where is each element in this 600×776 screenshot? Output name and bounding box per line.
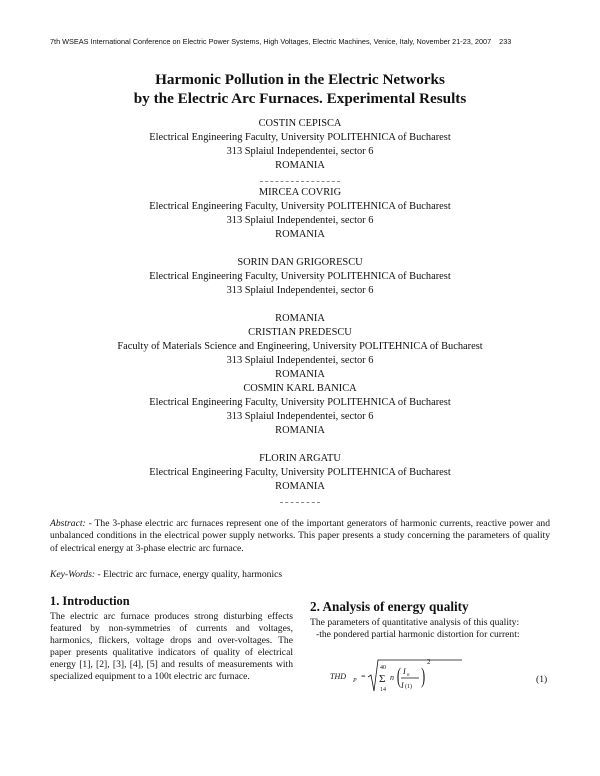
abstract-text: - The 3-phase electric arc furnaces represent one of the important generators of harmonic currents, reactive power and unbalanced conditions in the electrical power supply networks. This paper presents a study concerning the parameters of quality of electrical energy at 3-phase electric arc furnace. (50, 518, 550, 554)
author-country: ROMANIA (275, 425, 325, 436)
spacer (0, 438, 600, 452)
sum-symbol: Σ (379, 673, 386, 685)
spacer (0, 242, 600, 256)
formula-lhs: THD (330, 672, 347, 681)
formula-numerator-sub: n (407, 673, 410, 678)
left-column (50, 594, 293, 682)
equation-number: (1) (536, 674, 548, 685)
author-name: CRISTIAN PREDESCU (248, 327, 352, 338)
left-paren: ( (396, 663, 401, 688)
author-affiliation: Electrical Engineering Faculty, University POLITEHNICA of Bucharest (149, 201, 451, 212)
author-separator (260, 181, 340, 182)
running-header (50, 37, 570, 46)
formula-lhs-sub: P (353, 678, 357, 684)
section-heading-introduction: 1. Introduction (50, 594, 130, 608)
author-affiliation: Faculty of Materials Science and Engineering, University POLITEHNICA of Bucharest (117, 341, 483, 352)
author-block (0, 117, 600, 505)
author-affiliation: Electrical Engineering Faculty, University POLITEHNICA of Bucharest (149, 132, 451, 143)
section-heading-energy-quality: 2. Analysis of energy quality (310, 599, 469, 614)
sum-upper-limit: 40 (380, 665, 386, 671)
author-address: 313 Splaiul Independentei, sector 6 (226, 285, 374, 296)
thd-formula (310, 657, 550, 697)
keywords-label: Key-Words: (50, 569, 96, 580)
author-address: 313 Splaiul Independentei, sector 6 (226, 215, 374, 226)
abstract (50, 518, 550, 555)
sum-lower-limit: 14 (380, 687, 386, 693)
formula-denominator: I (401, 681, 404, 690)
energy-quality-line-2: -the pondered partial harmonic distortion for current: (316, 628, 520, 640)
formula-power: 2 (427, 658, 431, 666)
introduction-paragraph: The electric arc furnace produces strong disturbing effects featured by non-symmetries of currents and voltages, harmonics, flickers, voltage drops and over-voltages. The paper presents qualitative indicators of quality of electrical energy [1], [2], [3], [4], [5] and results of measurements with specialized equipment to a 100t electric arc furnace. (50, 611, 293, 682)
page-number: 233 (499, 37, 512, 46)
author-name: MIRCEA COVRIG (258, 187, 342, 198)
author-name: FLORIN ARGATU (259, 453, 341, 464)
title-line-2: by the Electric Arc Furnaces. Experimental Results (133, 90, 467, 107)
formula-numerator: I (403, 667, 406, 676)
author-name: COSTIN CEPISCA (258, 118, 342, 129)
right-column (310, 598, 550, 641)
author-country: ROMANIA (275, 160, 325, 171)
formula-denominator-sub: (1) (405, 684, 412, 690)
author-address: 313 Splaiul Independentei, sector 6 (226, 411, 374, 422)
author-separator (280, 502, 320, 503)
paper-title (0, 70, 600, 108)
spacer (0, 298, 600, 312)
author-country: ROMANIA (275, 481, 325, 492)
running-head-text: 7th WSEAS International Conference on Electric Power Systems, High Voltages, Electric Machines, Venice, Italy, November 21-23, 2007 (50, 37, 492, 46)
author-address: 313 Splaiul Independentei, sector 6 (226, 146, 374, 157)
keywords-text: - Electric arc furnace, energy quality, harmonics (95, 569, 283, 580)
right-paren: ) (421, 663, 426, 688)
author-name: COSMIN KARL BANICA (243, 383, 357, 394)
author-affiliation: Electrical Engineering Faculty, University POLITEHNICA of Bucharest (149, 271, 451, 282)
abstract-label: Abstract: (50, 518, 86, 529)
author-name: SORIN DAN GRIGORESCU (237, 257, 363, 268)
formula-equals: = (361, 672, 366, 681)
energy-quality-line-1: The parameters of quantitative analysis of this quality: (310, 617, 520, 628)
author-country: ROMANIA (275, 229, 325, 240)
formula-graphic (310, 657, 530, 697)
author-country: ROMANIA (275, 369, 325, 380)
keywords (50, 569, 550, 581)
author-affiliation: Electrical Engineering Faculty, University POLITEHNICA of Bucharest (149, 467, 451, 478)
formula-n: n (390, 673, 394, 682)
author-country: ROMANIA (275, 313, 325, 324)
author-address: 313 Splaiul Independentei, sector 6 (226, 355, 374, 366)
author-affiliation: Electrical Engineering Faculty, University POLITEHNICA of Bucharest (149, 397, 451, 408)
title-line-1: Harmonic Pollution in the Electric Networks (155, 71, 445, 88)
